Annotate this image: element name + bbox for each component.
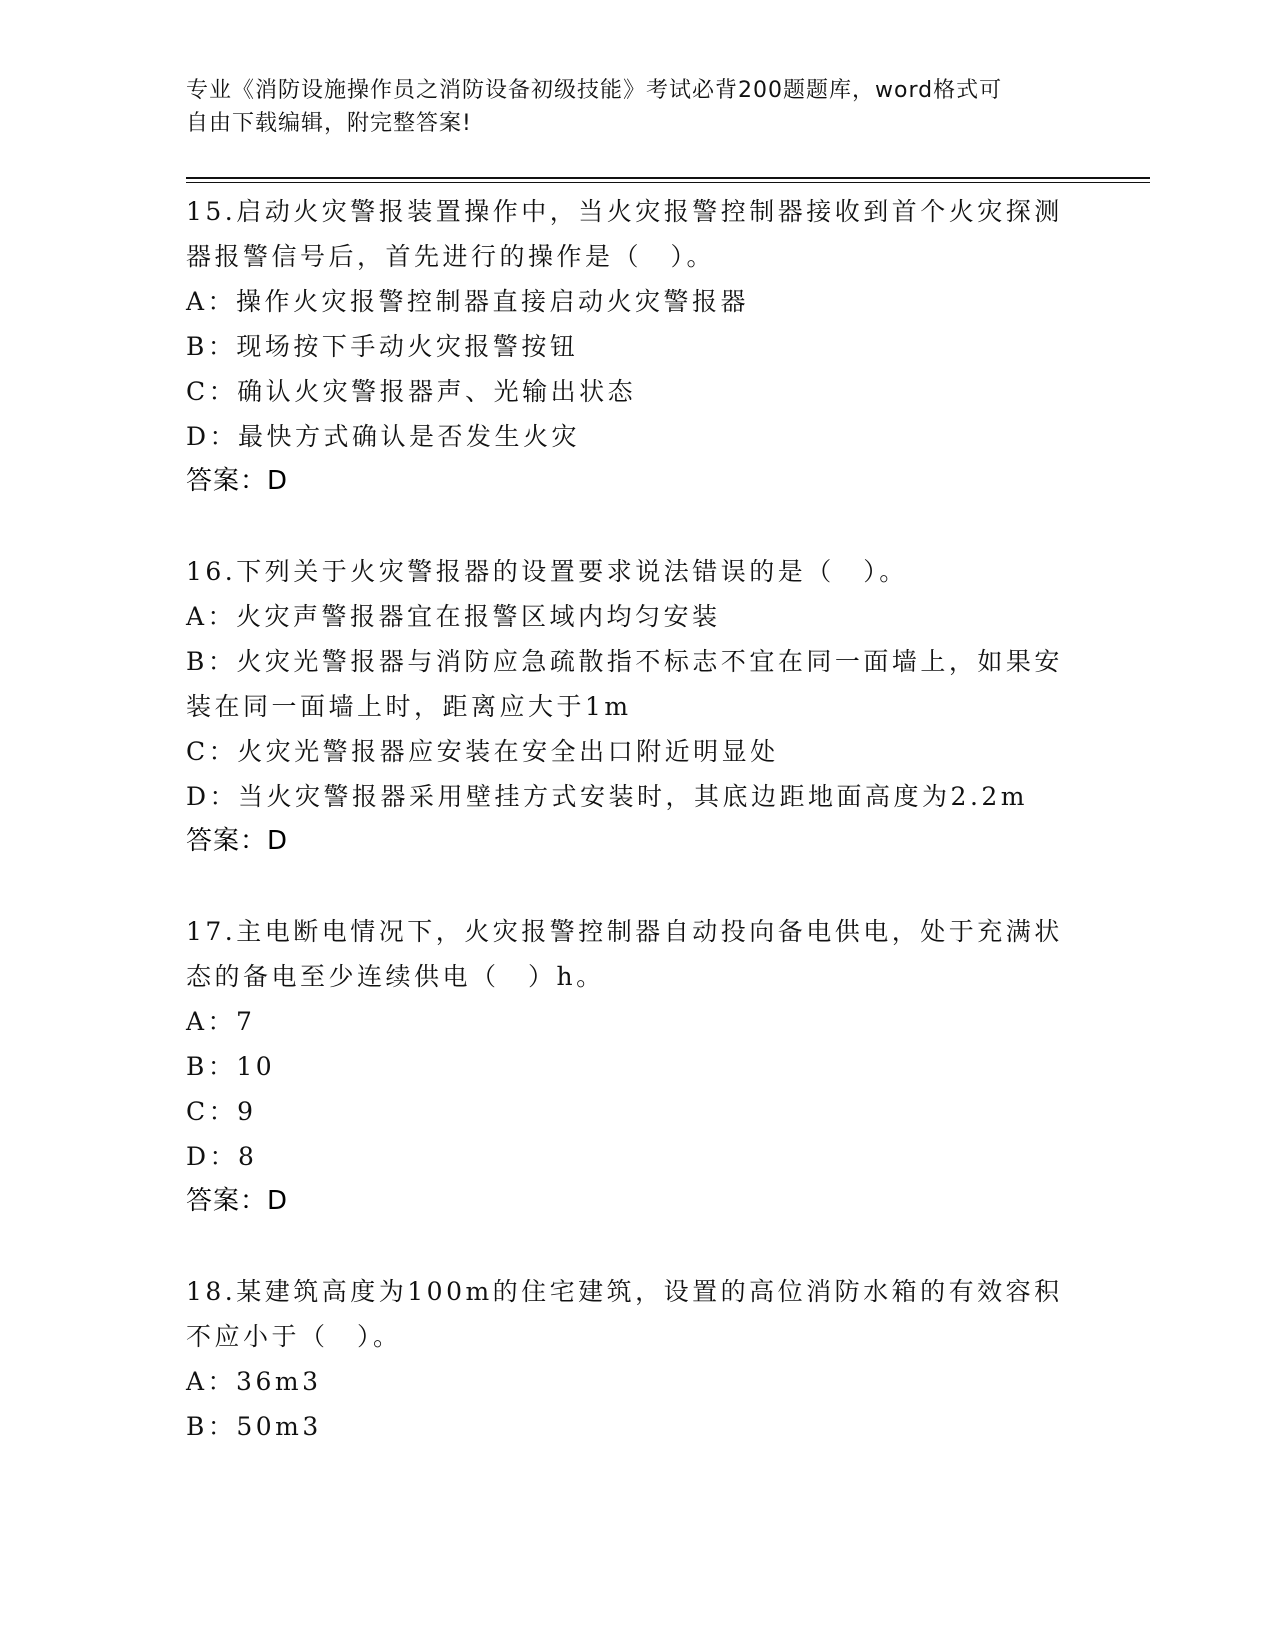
answer-option-line: B：50m3 (186, 1412, 322, 1441)
question-stem (186, 549, 1086, 594)
question-list (186, 189, 1086, 1449)
header-divider-thick (186, 177, 1150, 179)
answer-option (186, 414, 1086, 459)
answer-option-line: C：确认火灾警报器声、光输出状态 (186, 377, 637, 406)
question-item (186, 909, 1086, 1224)
answer-option-line: C：9 (186, 1097, 257, 1126)
answer-option-line: D：最快方式确认是否发生火灾 (186, 422, 581, 451)
answer-option-line: D：当火灾警报器采用壁挂方式安装时，其底边距地面高度为2.2m (186, 782, 1029, 811)
answer-key-label: 答案： (186, 466, 268, 496)
question-spacer (186, 1224, 1086, 1269)
question-item (186, 549, 1086, 864)
answer-option (186, 1044, 1086, 1089)
answer-option-line: A：7 (186, 1007, 256, 1036)
answer-option (186, 594, 1086, 639)
answer-option-line: B：现场按下手动火灾报警按钮 (186, 332, 579, 361)
answer-key-label: 答案： (186, 826, 268, 856)
question-stem (186, 1269, 1086, 1359)
answer-option-line: B：火灾光警报器与消防应急疏散指不标志不宜在同一面墙上，如果安 (186, 647, 1063, 676)
answer-option-line: A：火灾声警报器宜在报警区域内均匀安装 (186, 602, 721, 631)
answer-option (186, 1134, 1086, 1179)
question-spacer (186, 864, 1086, 909)
answer-option (186, 369, 1086, 414)
answer-option (186, 1089, 1086, 1134)
question-stem-line: 18.某建筑高度为100m的住宅建筑，设置的高位消防水箱的有效容积 (186, 1277, 1063, 1306)
answer-option-line: D：8 (186, 1142, 258, 1171)
question-stem (186, 189, 1086, 279)
answer-key (186, 459, 1086, 504)
answer-key-value: D (267, 466, 289, 496)
answer-option-line: A：36m3 (186, 1367, 322, 1396)
answer-option (186, 774, 1086, 819)
answer-option (186, 279, 1086, 324)
answer-key-label: 答案： (186, 1186, 268, 1216)
answer-option-line: C：火灾光警报器应安装在安全出口附近明显处 (186, 737, 779, 766)
question-stem-line: 态的备电至少连续供电（ ）h。 (186, 962, 605, 991)
question-spacer (186, 504, 1086, 549)
answer-key (186, 819, 1086, 864)
question-item (186, 1269, 1086, 1449)
answer-option (186, 639, 1086, 729)
header-line-2: 自由下载编辑，附完整答案! (186, 111, 472, 136)
answer-option (186, 1359, 1086, 1404)
answer-option (186, 999, 1086, 1044)
answer-key-value: D (267, 1186, 289, 1216)
question-item (186, 189, 1086, 504)
question-stem-line: 不应小于（ ）。 (186, 1322, 402, 1351)
answer-key (186, 1179, 1086, 1224)
answer-key-value: D (267, 826, 289, 856)
answer-option (186, 324, 1086, 369)
header-divider-thin (186, 182, 1150, 183)
question-stem-line: 16.下列关于火灾警报器的设置要求说法错误的是（ ）。 (186, 557, 908, 586)
header-line-1: 专业《消防设施操作员之消防设备初级技能》考试必背200题题库，word格式可 (186, 78, 1003, 103)
answer-option (186, 729, 1086, 774)
answer-option-line: B：10 (186, 1052, 276, 1081)
answer-option (186, 1404, 1086, 1449)
question-stem-line: 17.主电断电情况下，火灾报警控制器自动投向备电供电，处于充满状 (186, 917, 1063, 946)
question-stem-line: 15.启动火灾警报装置操作中，当火灾报警控制器接收到首个火灾探测 (186, 197, 1063, 226)
question-stem-line: 器报警信号后，首先进行的操作是（ ）。 (186, 242, 716, 271)
document-header (186, 74, 1066, 140)
answer-option-line: A：操作火灾报警控制器直接启动火灾警报器 (186, 287, 750, 316)
answer-option-line: 装在同一面墙上时，距离应大于1m (186, 692, 632, 721)
question-stem (186, 909, 1086, 999)
